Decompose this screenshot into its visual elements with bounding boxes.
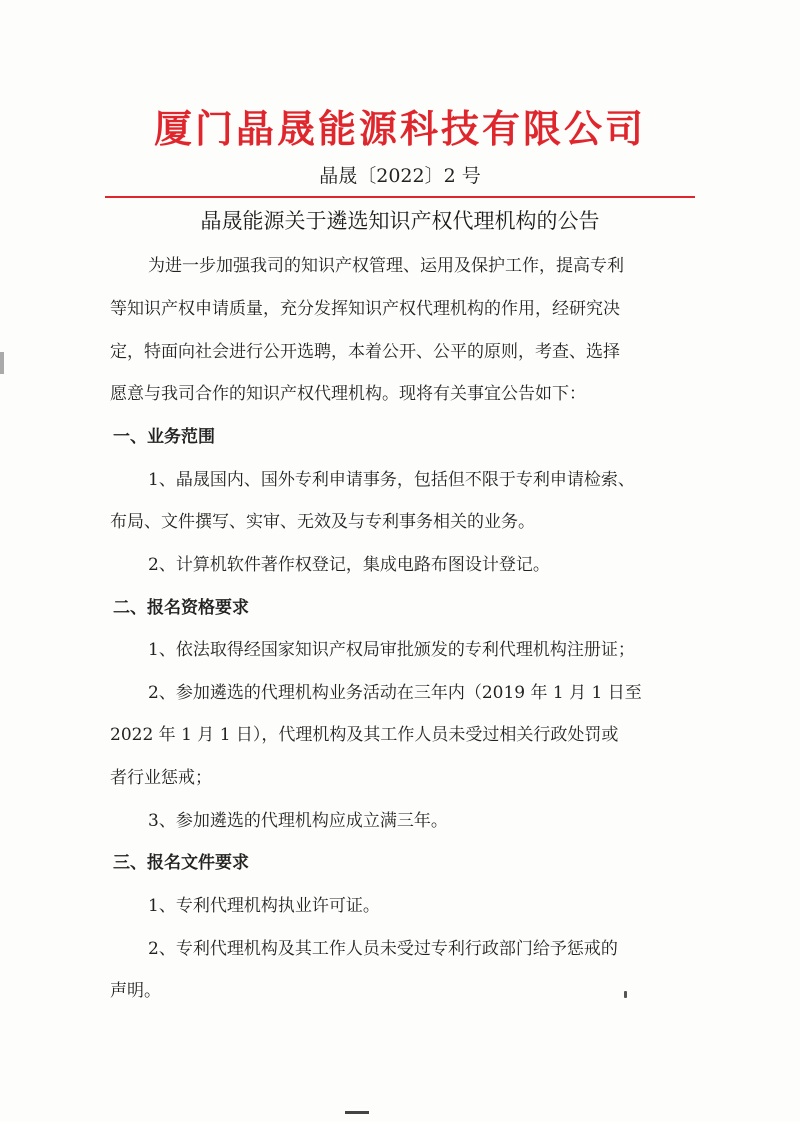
announcement-title: 晶晟能源关于遴选知识产权代理机构的公告: [200, 209, 600, 233]
scan-dot: [624, 991, 627, 998]
section-line: 1、专利代理机构执业许可证。: [148, 896, 380, 916]
intro-line: 为进一步加强我司的知识产权管理、运用及保护工作，提高专利: [148, 256, 624, 276]
section-heading: 二、报名资格要求: [113, 598, 249, 618]
section-line: 2、参加遴选的代理机构业务活动在三年内（2019 年 1 月 1 日至: [148, 683, 642, 703]
section-line: 1、晶晟国内、国外专利申请事务，包括但不限于专利申请检索、: [148, 470, 635, 490]
section-line: 布局、文件撰写、实审、无效及与专利事务相关的业务。: [110, 512, 535, 532]
red-divider-line: [105, 196, 695, 198]
section-line: 2、计算机软件著作权登记，集成电路布图设计登记。: [148, 555, 550, 575]
intro-line: 愿意与我司合作的知识产权代理机构。现将有关事宜公告如下：: [110, 384, 586, 404]
section-heading: 一、业务范围: [113, 427, 215, 447]
scan-mark: [345, 1111, 369, 1114]
section-line: 者行业惩戒；: [110, 768, 212, 788]
section-line: 2、专利代理机构及其工作人员未受过专利行政部门给予惩戒的: [148, 939, 618, 959]
section-line: 3、参加遴选的代理机构应成立满三年。: [148, 811, 448, 831]
document-number: 晶晟〔2022〕2 号: [319, 165, 481, 187]
section-heading: 三、报名文件要求: [113, 853, 249, 873]
organization-name: 厦门晶晟能源科技有限公司: [153, 106, 646, 151]
intro-line: 定，特面向社会进行公开选聘，本着公开、公平的原则，考查、选择: [110, 342, 620, 362]
intro-line: 等知识产权申请质量，充分发挥知识产权代理机构的作用，经研究决: [110, 299, 620, 319]
section-line: 声明。: [110, 981, 161, 1001]
section-line: 2022 年 1 月 1 日），代理机构及其工作人员未受过相关行政处罚或: [110, 725, 619, 745]
scan-mark: [0, 352, 4, 374]
section-line: 1、依法取得经国家知识产权局审批颁发的专利代理机构注册证；: [148, 640, 635, 660]
